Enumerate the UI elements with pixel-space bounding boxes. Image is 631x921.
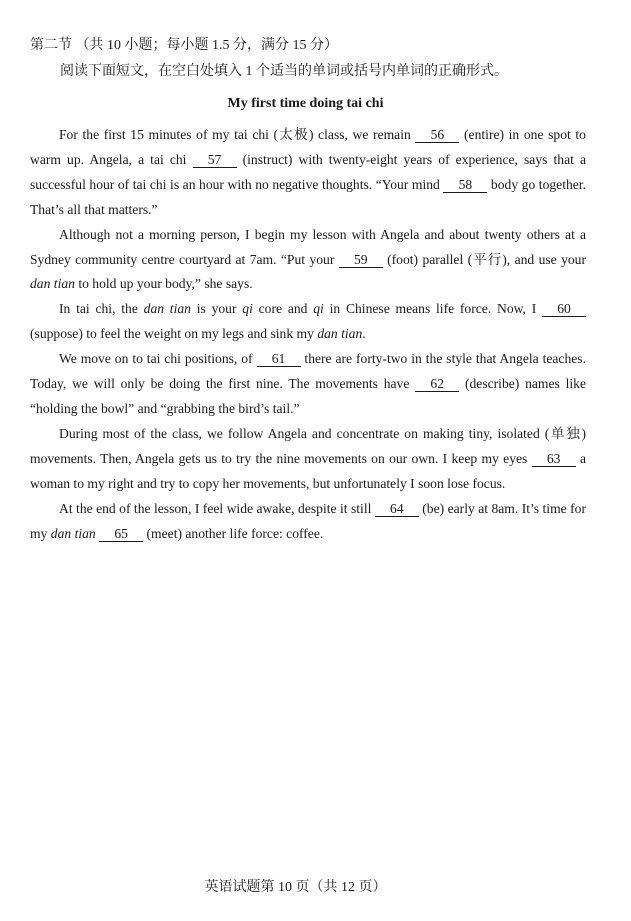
answer-blank[interactable]: 60 — [542, 301, 586, 317]
passage-text: to hold up your body,” she says. — [74, 276, 253, 292]
passage-text: (foot) parallel (平行), and use your — [382, 251, 587, 267]
passage-text: We move on to tai chi positions, of — [59, 351, 257, 367]
passage-text: (meet) another life force: coffee. — [143, 525, 324, 541]
passage-text: At the end of the lesson, I feel wide awake, despite it still — [59, 500, 375, 516]
italic-term: qi — [242, 301, 253, 317]
italic-term: dan tian — [30, 276, 75, 292]
passage-text: For the first 15 minutes of my tai chi (太极) class, we remain — [59, 127, 416, 142]
italic-term: dan tian — [317, 326, 363, 342]
page-footer: 英语试题第 10 页（共 12 页） — [204, 880, 387, 895]
passage-text: During most of the class, we follow Angela and concentrate on making tiny, isolated (单独) movements. Then, Angela gets us to try the nine movements on our own. I keep my eyes — [30, 425, 586, 466]
passage-text: (describe) names like “holding the bowl” and “grabbing the bird’s tail.” — [30, 376, 586, 416]
passage-text: is your — [190, 301, 243, 317]
passage-body — [30, 123, 586, 546]
paragraph — [30, 123, 586, 223]
answer-blank[interactable]: 59 — [339, 252, 383, 268]
passage-text: a woman to my right and try to copy her movements, but unfortunately I soon lose focus. — [30, 450, 586, 491]
passage-text: Although not a morning person, I begin my lesson with Angela and about twenty others at a Sydney community centre courtyard at 7am. “Put your — [30, 226, 586, 267]
instruction-text: 阅读下面短文，在空白处填入 1 个适当的单词或括号内单词的正确形式。 — [60, 64, 508, 79]
passage-text: (suppose) to feel the weight on my legs and sink my — [30, 326, 318, 342]
passage-text: . — [362, 326, 366, 342]
answer-blank[interactable]: 61 — [257, 351, 301, 367]
answer-blank[interactable]: 64 — [375, 501, 419, 517]
passage-text: (instruct) with twenty-eight years of experience, says that a successful hour of tai chi is an hour with no negative thoughts. “Your mind — [30, 151, 586, 192]
paragraph — [30, 347, 586, 422]
paragraph — [30, 297, 586, 347]
italic-term: qi — [313, 301, 324, 317]
paragraph — [30, 422, 586, 497]
answer-blank[interactable]: 58 — [443, 177, 487, 193]
section-heading: 第二节 （共 10 小题；每小题 1.5 分，满分 15 分） — [30, 38, 338, 53]
passage-text: in Chinese means life force. Now, I — [323, 301, 543, 317]
passage-text: (entire) in one spot to warm up. Angela, a tai chi — [30, 127, 586, 167]
passage-text: there are forty-two in the style that Angela teaches. Today, we will only be doing the first nine. The movements have — [30, 351, 586, 392]
passage-text: core and — [252, 301, 314, 317]
paragraph — [30, 223, 586, 298]
passage-text: (be) early at 8am. It’s time for my — [30, 500, 586, 541]
passage-text: In tai chi, the — [59, 301, 144, 317]
paragraph — [30, 497, 586, 547]
passage-title: My first time doing tai chi — [227, 96, 384, 111]
answer-blank[interactable]: 62 — [415, 376, 459, 392]
answer-blank[interactable]: 57 — [193, 152, 237, 168]
answer-blank[interactable]: 65 — [99, 526, 143, 542]
answer-blank[interactable]: 63 — [532, 451, 576, 467]
italic-term: dan tian — [50, 525, 96, 541]
passage-text: body go together. That’s all that matters.” — [30, 176, 586, 217]
italic-term: dan tian — [143, 301, 191, 317]
answer-blank[interactable]: 56 — [415, 127, 459, 143]
